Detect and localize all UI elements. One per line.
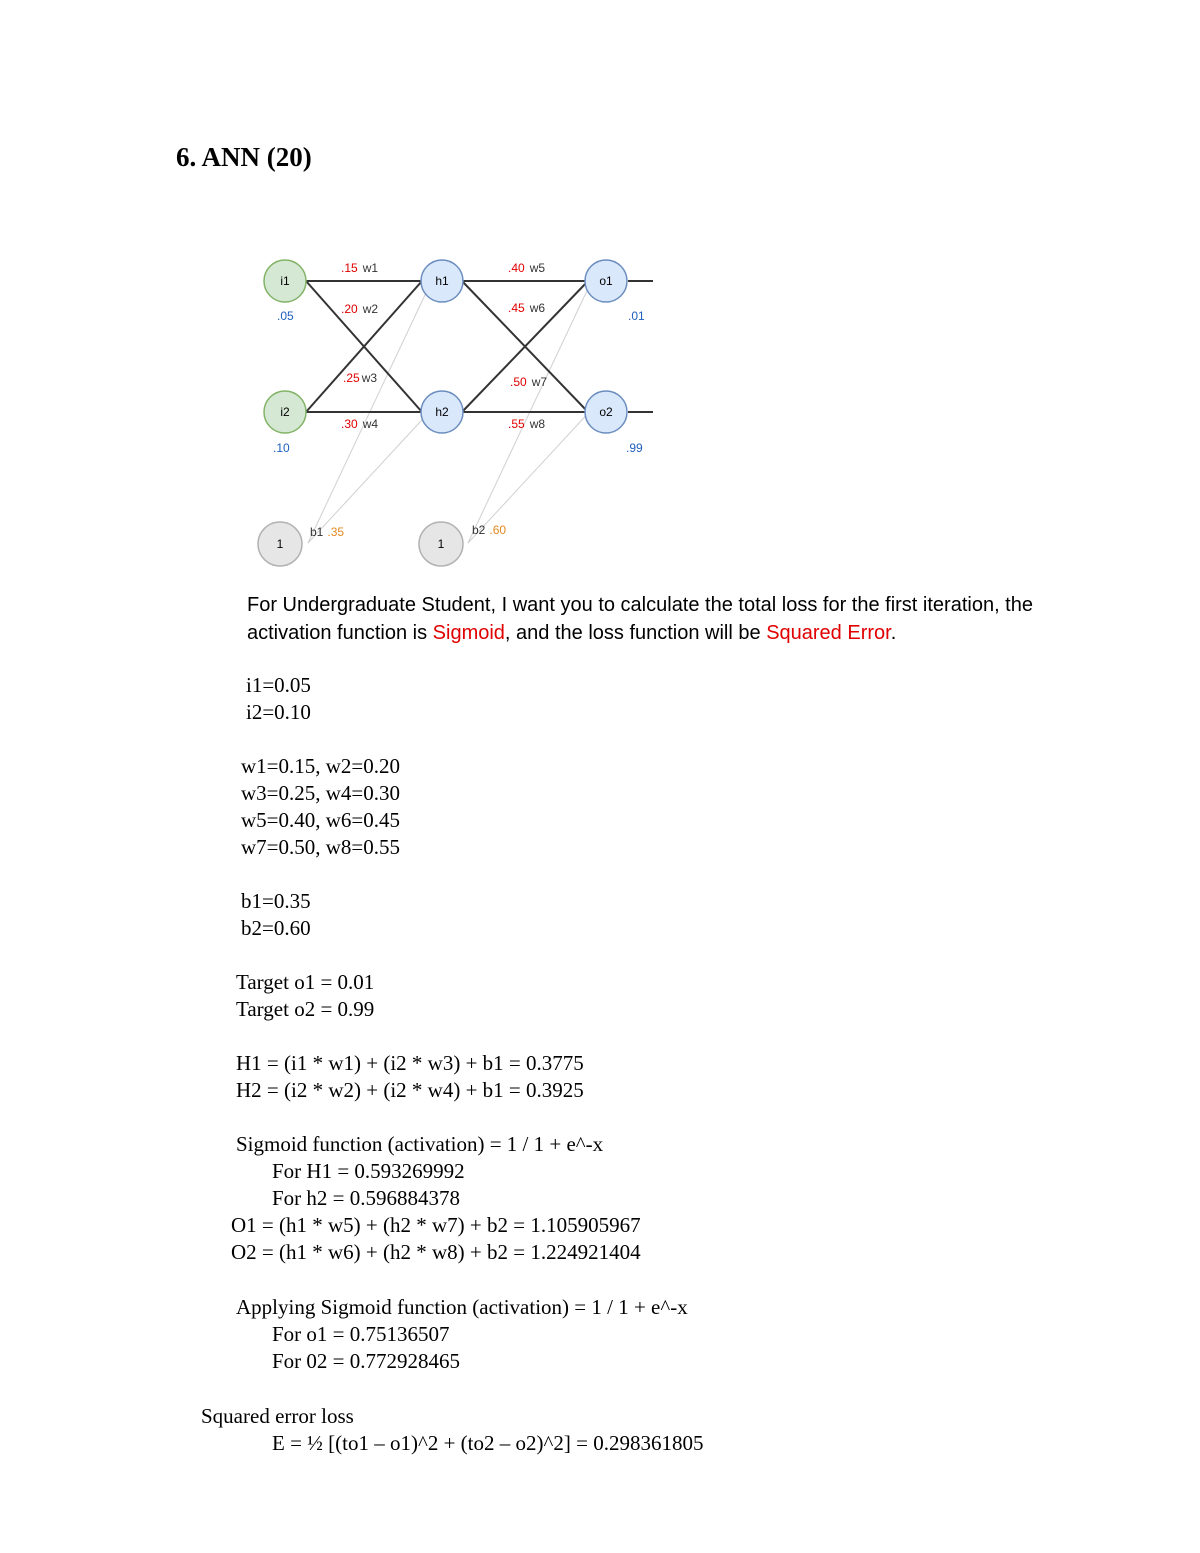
w7-value: .50 bbox=[510, 375, 527, 389]
intro-text-b: , and the loss function will be bbox=[504, 622, 767, 644]
w7-name: w7 bbox=[531, 375, 548, 389]
svg-text:b2.60 bbox=[472, 523, 506, 537]
activation-highlight: Sigmoid bbox=[432, 622, 505, 644]
b2-line: b2=0.60 bbox=[241, 916, 311, 940]
w4-name: w4 bbox=[362, 417, 379, 431]
H2-line: H2 = (i2 * w2) + (i2 * w4) + b1 = 0.3925 bbox=[236, 1078, 584, 1102]
i2-line: i2=0.10 bbox=[246, 700, 311, 724]
w6-value: .45 bbox=[508, 301, 525, 315]
svg-text:.40w5 bbox=[508, 261, 545, 275]
section-heading: 6. ANN (20) bbox=[176, 142, 312, 172]
for-h2-line: For h2 = 0.596884378 bbox=[272, 1186, 461, 1210]
intro-line-2 bbox=[247, 619, 1033, 647]
svg-text:.50w7 bbox=[510, 375, 547, 389]
h1-label: h1 bbox=[435, 274, 449, 288]
w3-name: w3 bbox=[361, 371, 378, 385]
H1-line: H1 = (i1 * w1) + (i2 * w3) + b1 = 0.3775 bbox=[236, 1051, 584, 1075]
w1-w2-line: w1=0.15, w2=0.20 bbox=[241, 754, 401, 778]
for-H1-line: For H1 = 0.593269992 bbox=[272, 1159, 465, 1183]
w2-name: w2 bbox=[362, 302, 379, 316]
O2-line: O2 = (h1 * w6) + (h2 * w8) + b2 = 1.224921404 bbox=[231, 1240, 641, 1264]
w3-w4-line: w3=0.25, w4=0.30 bbox=[241, 781, 401, 805]
i1-label: i1 bbox=[280, 274, 290, 288]
loss-highlight: Squared Error bbox=[766, 622, 891, 644]
b2-value: .60 bbox=[489, 523, 507, 537]
svg-text:.25w3 bbox=[343, 371, 377, 385]
svg-text:.15w1 bbox=[341, 261, 378, 275]
squared-error-heading: Squared error loss bbox=[201, 1404, 354, 1428]
b1-node-label: 1 bbox=[276, 537, 284, 551]
b1-value: .35 bbox=[327, 525, 345, 539]
i1-value: .05 bbox=[277, 309, 294, 323]
w1-name: w1 bbox=[362, 261, 379, 275]
target-o1-line: Target o1 = 0.01 bbox=[236, 970, 375, 994]
w5-w6-line: w5=0.40, w6=0.45 bbox=[241, 808, 401, 832]
o2-target-value: .99 bbox=[626, 441, 643, 455]
w5-name: w5 bbox=[529, 261, 546, 275]
b2-o1-line bbox=[468, 278, 593, 543]
w8-name: w8 bbox=[529, 417, 546, 431]
h2-label: h2 bbox=[435, 405, 449, 419]
i1-line: i1=0.05 bbox=[246, 673, 311, 697]
ann-diagram bbox=[248, 250, 668, 580]
b2-name: b2 bbox=[472, 523, 486, 537]
b1-line: b1=0.35 bbox=[241, 889, 311, 913]
w4-value: .30 bbox=[341, 417, 358, 431]
sigmoid-line: Sigmoid function (activation) = 1 / 1 + e^-x bbox=[236, 1132, 604, 1156]
svg-text:b1.35 bbox=[310, 525, 344, 539]
for-o1-line: For o1 = 0.75136507 bbox=[272, 1322, 450, 1346]
for-o2-line: For 02 = 0.772928465 bbox=[272, 1349, 461, 1373]
intro-paragraph bbox=[247, 591, 1033, 647]
b1-name: b1 bbox=[310, 525, 324, 539]
svg-text:.45w6 bbox=[508, 301, 545, 315]
intro-line-1: For Undergraduate Student, I want you to calculate the total loss for the first iteration, the bbox=[247, 594, 1033, 616]
i2-label: i2 bbox=[280, 405, 290, 419]
loss-equation: E = ½ [(to1 – o1)^2 + (to2 – o2)^2] = 0.298361805 bbox=[272, 1431, 704, 1455]
i2-value: .10 bbox=[273, 441, 290, 455]
svg-text:.20w2 bbox=[341, 302, 378, 316]
svg-text:.30w4 bbox=[341, 417, 378, 431]
w8-value: .55 bbox=[508, 417, 525, 431]
target-o2-line: Target o2 = 0.99 bbox=[236, 997, 375, 1021]
w5-value: .40 bbox=[508, 261, 525, 275]
o2-label: o2 bbox=[599, 405, 613, 419]
w1-value: .15 bbox=[341, 261, 358, 275]
intro-text-c: . bbox=[890, 622, 897, 644]
applying-sigmoid-line: Applying Sigmoid function (activation) = 1 / 1 + e^-x bbox=[236, 1295, 688, 1319]
o1-label: o1 bbox=[599, 274, 613, 288]
w7-w8-line: w7=0.50, w8=0.55 bbox=[241, 835, 401, 859]
b2-node-label: 1 bbox=[437, 537, 445, 551]
w3-value: .25 bbox=[343, 371, 360, 385]
w2-value: .20 bbox=[341, 302, 358, 316]
intro-text-a: activation function is bbox=[247, 622, 433, 644]
o1-target-value: .01 bbox=[628, 309, 645, 323]
w6-name: w6 bbox=[529, 301, 546, 315]
O1-line: O1 = (h1 * w5) + (h2 * w7) + b2 = 1.105905967 bbox=[231, 1213, 641, 1237]
b1-h1-line bbox=[308, 278, 433, 543]
